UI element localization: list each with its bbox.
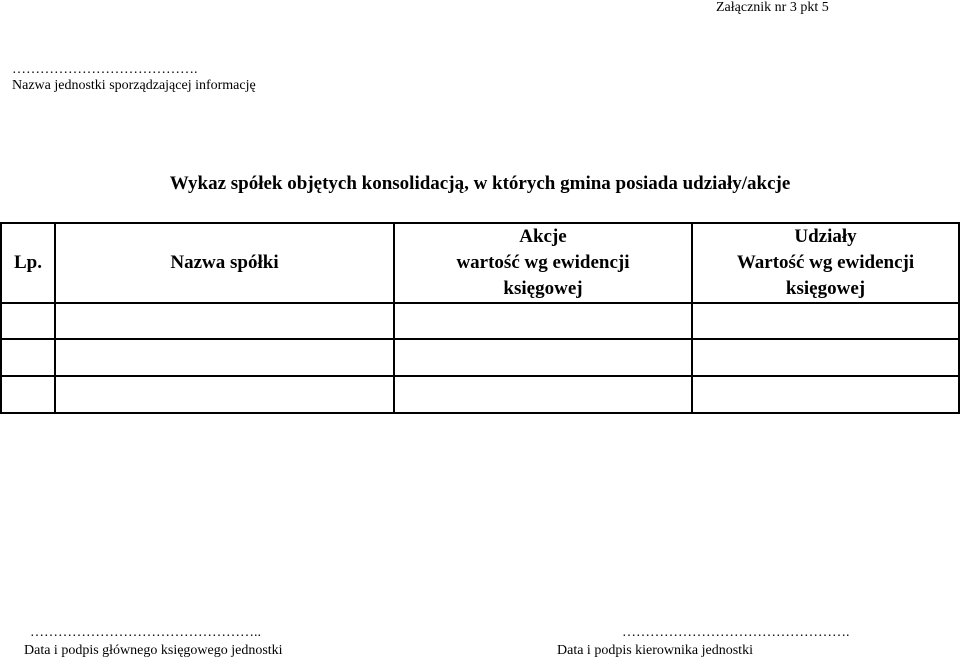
chief-accountant-signature-caption: Data i podpis głównego księgowego jednostki [24,643,283,658]
table-cell-lp[interactable] [1,376,55,413]
column-header-line: wartość wg ewidencji [456,252,630,273]
column-header-stakes [692,223,959,303]
document-title: Wykaz spółek objętych konsolidacją, w których gmina posiada udziały/akcje [169,173,791,194]
unit-head-signature-caption: Data i podpis kierownika jednostki [557,643,753,658]
column-header-company-name [55,223,394,303]
unit-head-signature-line: …………………………………………. [622,625,850,640]
column-header-lp [1,223,55,303]
table-cell-lp[interactable] [1,303,55,339]
column-header-line: księgowej [503,278,583,299]
column-header-line: Lp. [14,252,42,273]
companies-table [0,222,960,414]
unit-name-caption: Nazwa jednostki sporządzającej informację [12,78,256,93]
table-row [1,376,959,413]
column-header-line: Akcje [519,226,567,247]
column-header-line: księgowej [785,278,866,299]
table-cell-stakes-value[interactable] [692,339,959,376]
column-header-shares [394,223,692,303]
chief-accountant-signature-line: ………………………………………….. [30,625,261,640]
column-header-line: Udziały [794,226,857,247]
table-cell-company-name[interactable] [55,339,394,376]
column-header-line: Wartość wg ewidencji [736,252,915,273]
column-header-line: Nazwa spółki [170,252,279,273]
table-header-row [1,223,959,303]
table-row [1,339,959,376]
table-cell-shares-value[interactable] [394,376,692,413]
table-cell-shares-value[interactable] [394,303,692,339]
table-cell-stakes-value[interactable] [692,303,959,339]
annex-label: Załącznik nr 3 pkt 5 [716,0,829,15]
table-cell-shares-value[interactable] [394,339,692,376]
table-cell-lp[interactable] [1,339,55,376]
table-cell-company-name[interactable] [55,376,394,413]
table-cell-stakes-value[interactable] [692,376,959,413]
table-row [1,303,959,339]
table-cell-company-name[interactable] [55,303,394,339]
unit-name-dotted-line: …………………………………. [12,62,198,77]
